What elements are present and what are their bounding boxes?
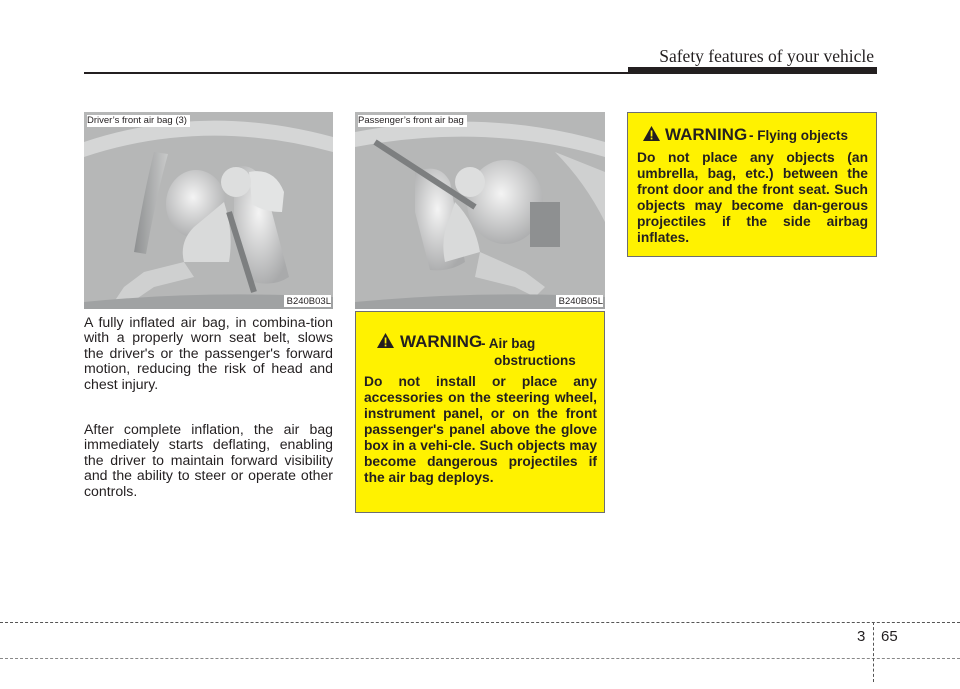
warning-subtitle-continued: obstructions [494,353,576,368]
warning-triangle-icon [376,332,395,349]
header-rule-bold [628,67,877,74]
page-chapter: 3 [857,628,866,645]
passenger-airbag-figure [355,112,605,309]
driver-airbag-figure [84,112,333,309]
warning-subtitle: - Flying objects [749,128,849,143]
page-divider [873,622,874,682]
passenger-airbag-illustration [355,112,605,309]
footer-rule-lower [0,658,960,659]
warning-word: WARNING [400,332,483,351]
warning-text: Do not install or place any accessories on the steering wheel, instrument panel, or on the front passenger's panel above the glove box in a vehi-cle. Such objects may become dangerous projectiles if the air bag deploys. [364,374,597,485]
warning-triangle-icon [642,125,661,142]
figure-caption: Driver’s front air bag (3) [87,115,190,127]
footer-rule [0,622,960,623]
driver-airbag-illustration [84,112,333,309]
warning-box-flying-objects [627,112,877,257]
warning-box-airbag-obstructions [355,311,605,513]
figure-caption: Passenger’s front air bag [358,115,467,127]
body-paragraph-2: After complete inflation, the air bag immediately starts deflating, enabling the driver to maintain forward visibility and the ability to steer or operate other controls. [84,421,333,499]
header-rule [84,72,630,74]
warning-text: Do not place any objects (an umbrella, bag, etc.) between the front door and the front seat. Such objects may become dan-gerous projectiles if the side airbag inflates. [637,150,868,245]
warning-word: WARNING [665,125,748,144]
figure-code: B240B03L [284,295,331,307]
section-title: Safety features of your vehicle [659,46,874,66]
warning-subtitle: - Air bag [481,336,536,351]
figure-code: B240B05L [556,295,603,307]
body-paragraph-1: A fully inflated air bag, in combina-tion with a properly worn seat belt, slows the driver's or the passenger's forward motion, reducing the risk of head and chest injury. [84,314,333,392]
page-number: 65 [881,628,898,645]
